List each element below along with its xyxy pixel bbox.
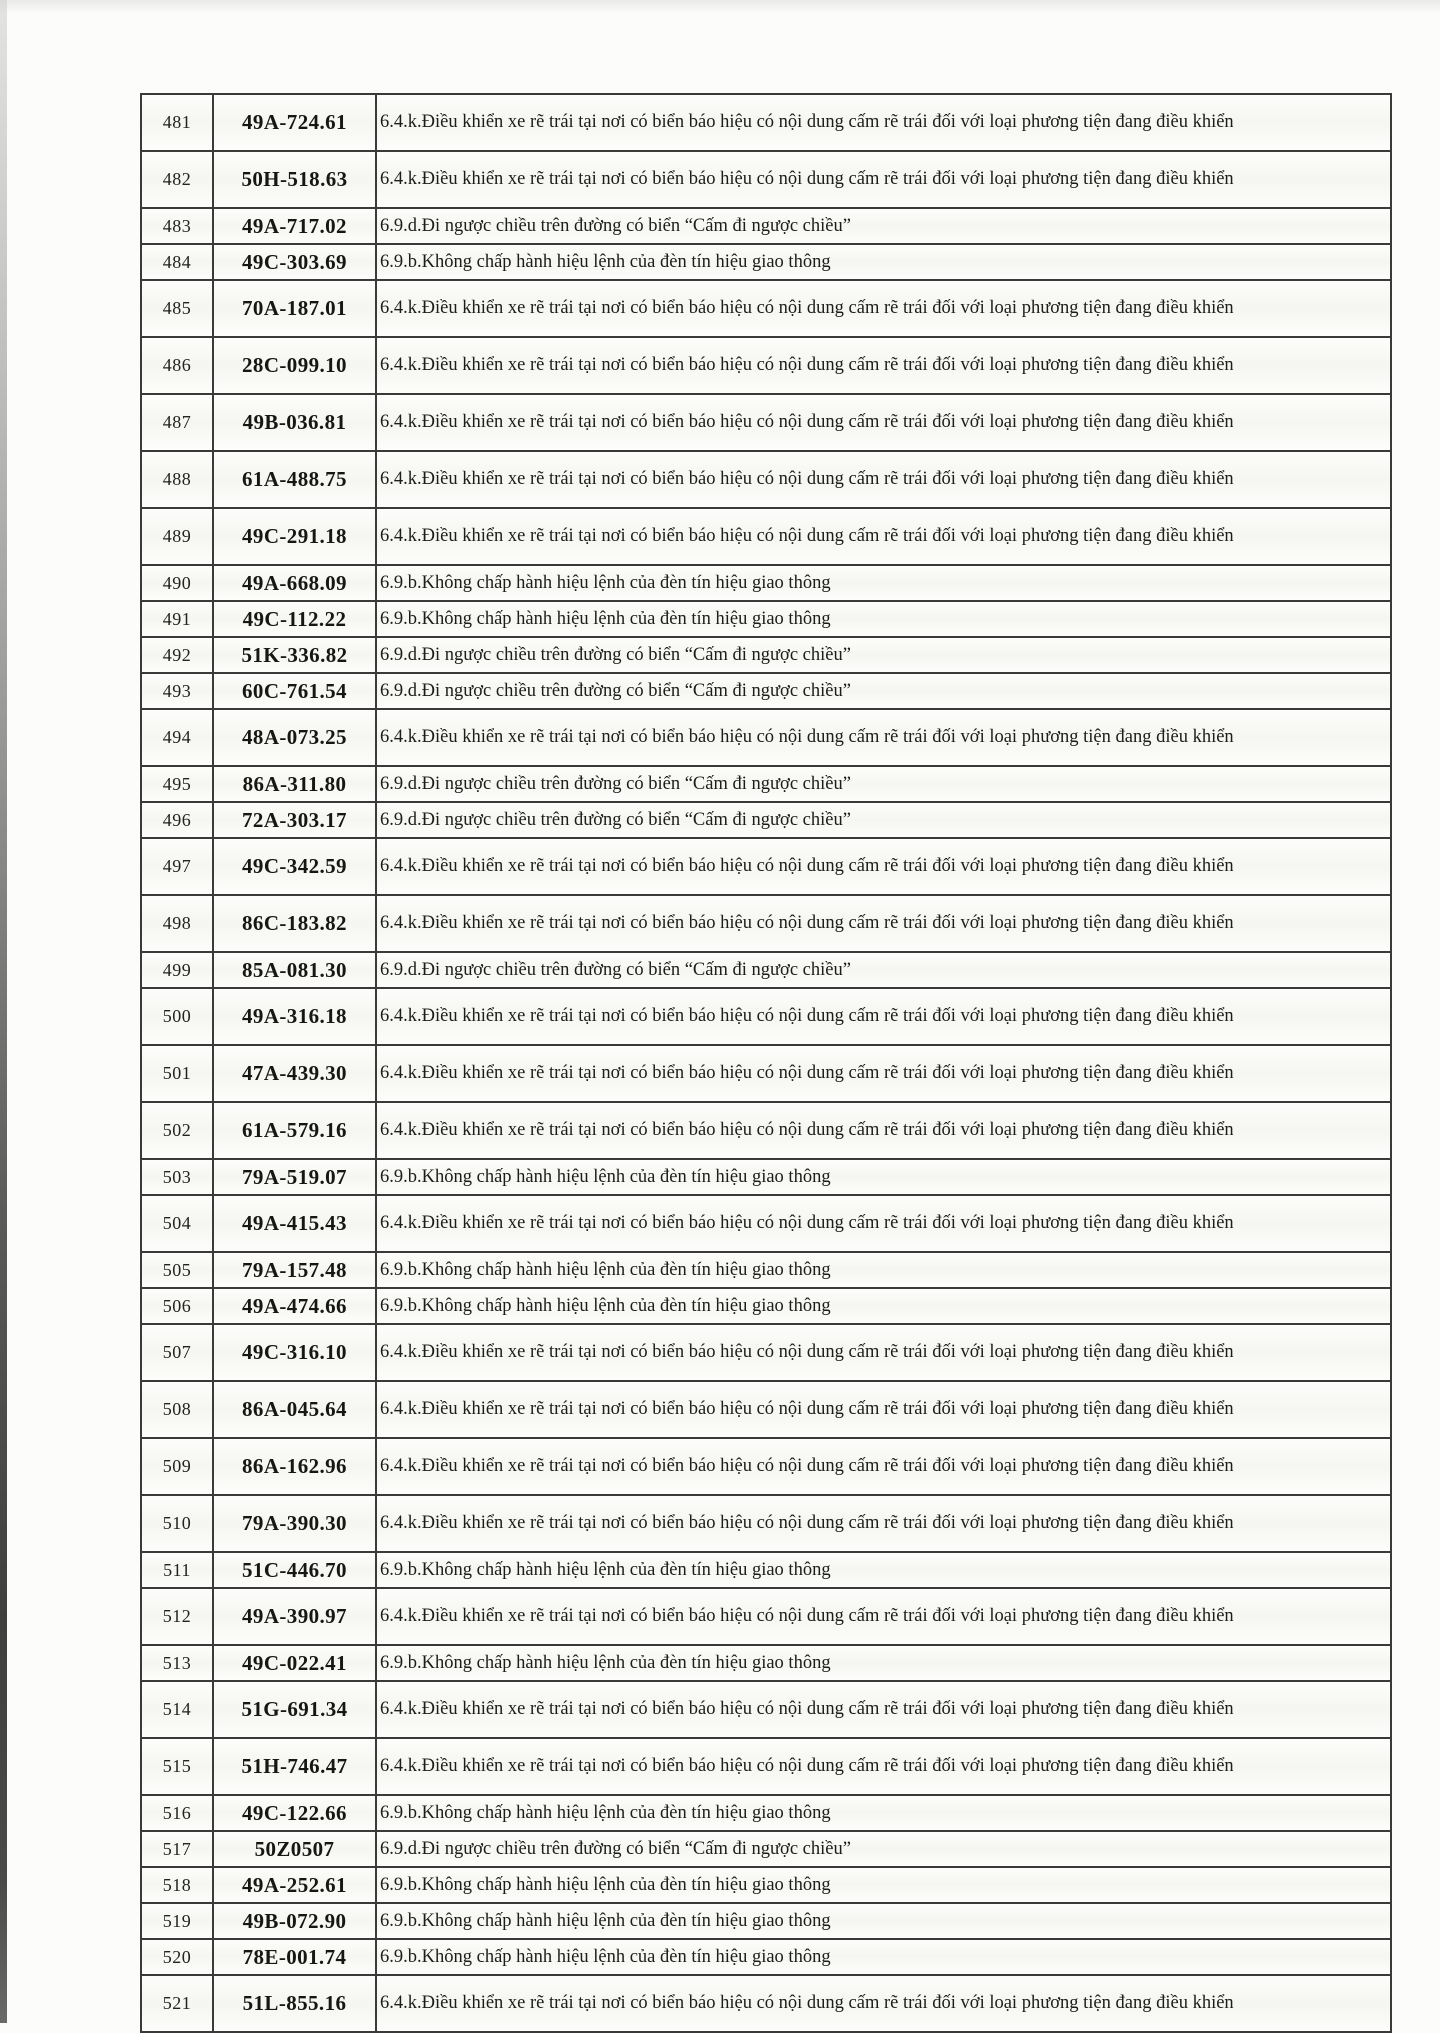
row-number-cell: 494: [141, 709, 213, 766]
table-row: [141, 709, 1391, 766]
row-number-cell: 496: [141, 802, 213, 838]
row-number-cell: 484: [141, 244, 213, 280]
row-number-cell: 488: [141, 451, 213, 508]
table-row: [141, 244, 1391, 280]
violation-description-cell: 6.4.k.Điều khiển xe rẽ trái tại nơi có biển báo hiệu có nội dung cấm rẽ trái đối với loại phương tiện đang điều khiển: [376, 1495, 1391, 1552]
row-number-cell: 500: [141, 988, 213, 1045]
violation-description-cell: 6.4.k.Điều khiển xe rẽ trái tại nơi có biển báo hiệu có nội dung cấm rẽ trái đối với loại phương tiện đang điều khiển: [376, 1738, 1391, 1795]
row-number-cell: 497: [141, 838, 213, 895]
row-number-cell: 503: [141, 1159, 213, 1195]
license-plate-cell: 50H-518.63: [213, 151, 376, 208]
license-plate-cell: 49C-316.10: [213, 1324, 376, 1381]
table-row: [141, 1867, 1391, 1903]
row-number-cell: 521: [141, 1975, 213, 2032]
license-plate-cell: 79A-519.07: [213, 1159, 376, 1195]
table-row: [141, 1939, 1391, 1975]
row-number-cell: 509: [141, 1438, 213, 1495]
row-number-cell: 498: [141, 895, 213, 952]
row-number-cell: 506: [141, 1288, 213, 1324]
violation-description-cell: 6.4.k.Điều khiển xe rẽ trái tại nơi có biển báo hiệu có nội dung cấm rẽ trái đối với loại phương tiện đang điều khiển: [376, 337, 1391, 394]
table-row: [141, 1495, 1391, 1552]
row-number-cell: 510: [141, 1495, 213, 1552]
table-row: [141, 1252, 1391, 1288]
row-number-cell: 504: [141, 1195, 213, 1252]
table-row: [141, 1738, 1391, 1795]
table-row: [141, 895, 1391, 952]
violation-description-cell: 6.4.k.Điều khiển xe rẽ trái tại nơi có biển báo hiệu có nội dung cấm rẽ trái đối với loại phương tiện đang điều khiển: [376, 1195, 1391, 1252]
license-plate-cell: 86C-183.82: [213, 895, 376, 952]
violation-description-cell: 6.4.k.Điều khiển xe rẽ trái tại nơi có biển báo hiệu có nội dung cấm rẽ trái đối với loại phương tiện đang điều khiển: [376, 1324, 1391, 1381]
license-plate-cell: 51C-446.70: [213, 1552, 376, 1588]
table-row: [141, 1903, 1391, 1939]
table-row: [141, 337, 1391, 394]
license-plate-cell: 49A-316.18: [213, 988, 376, 1045]
row-number-cell: 499: [141, 952, 213, 988]
row-number-cell: 515: [141, 1738, 213, 1795]
violation-description-cell: 6.9.b.Không chấp hành hiệu lệnh của đèn tín hiệu giao thông: [376, 565, 1391, 601]
table-row: [141, 1831, 1391, 1867]
license-plate-cell: 49A-390.97: [213, 1588, 376, 1645]
license-plate-cell: 70A-187.01: [213, 280, 376, 337]
violation-description-cell: 6.4.k.Điều khiển xe rẽ trái tại nơi có biển báo hiệu có nội dung cấm rẽ trái đối với loại phương tiện đang điều khiển: [376, 1438, 1391, 1495]
row-number-cell: 489: [141, 508, 213, 565]
row-number-cell: 495: [141, 766, 213, 802]
scanner-edge-artifact: [0, 0, 7, 2023]
license-plate-cell: 60C-761.54: [213, 673, 376, 709]
license-plate-cell: 48A-073.25: [213, 709, 376, 766]
license-plate-cell: 51L-855.16: [213, 1975, 376, 2032]
license-plate-cell: 49A-668.09: [213, 565, 376, 601]
license-plate-cell: 51K-336.82: [213, 637, 376, 673]
violation-description-cell: 6.9.b.Không chấp hành hiệu lệnh của đèn tín hiệu giao thông: [376, 1552, 1391, 1588]
table-row: [141, 766, 1391, 802]
license-plate-cell: 49A-474.66: [213, 1288, 376, 1324]
license-plate-cell: 78E-001.74: [213, 1939, 376, 1975]
violation-description-cell: 6.4.k.Điều khiển xe rẽ trái tại nơi có biển báo hiệu có nội dung cấm rẽ trái đối với loại phương tiện đang điều khiển: [376, 1045, 1391, 1102]
table-row: [141, 208, 1391, 244]
row-number-cell: 481: [141, 94, 213, 151]
row-number-cell: 516: [141, 1795, 213, 1831]
license-plate-cell: 51G-691.34: [213, 1681, 376, 1738]
violations-table: [140, 93, 1392, 2033]
violation-description-cell: 6.9.b.Không chấp hành hiệu lệnh của đèn tín hiệu giao thông: [376, 1645, 1391, 1681]
table-row: [141, 1045, 1391, 1102]
row-number-cell: 508: [141, 1381, 213, 1438]
row-number-cell: 490: [141, 565, 213, 601]
license-plate-cell: 28C-099.10: [213, 337, 376, 394]
row-number-cell: 493: [141, 673, 213, 709]
violation-description-cell: 6.4.k.Điều khiển xe rẽ trái tại nơi có biển báo hiệu có nội dung cấm rẽ trái đối với loại phương tiện đang điều khiển: [376, 838, 1391, 895]
violations-table-body: [141, 94, 1391, 2032]
table-row: [141, 988, 1391, 1045]
license-plate-cell: 49B-036.81: [213, 394, 376, 451]
table-row: [141, 94, 1391, 151]
table-row: [141, 1681, 1391, 1738]
violation-description-cell: 6.9.d.Đi ngược chiều trên đường có biển “Cấm đi ngược chiều”: [376, 952, 1391, 988]
violation-description-cell: 6.4.k.Điều khiển xe rẽ trái tại nơi có biển báo hiệu có nội dung cấm rẽ trái đối với loại phương tiện đang điều khiển: [376, 895, 1391, 952]
row-number-cell: 517: [141, 1831, 213, 1867]
violation-description-cell: 6.9.b.Không chấp hành hiệu lệnh của đèn tín hiệu giao thông: [376, 1903, 1391, 1939]
violation-description-cell: 6.4.k.Điều khiển xe rẽ trái tại nơi có biển báo hiệu có nội dung cấm rẽ trái đối với loại phương tiện đang điều khiển: [376, 151, 1391, 208]
row-number-cell: 502: [141, 1102, 213, 1159]
table-row: [141, 1195, 1391, 1252]
license-plate-cell: 49C-303.69: [213, 244, 376, 280]
table-row: [141, 1381, 1391, 1438]
license-plate-cell: 61A-488.75: [213, 451, 376, 508]
table-row: [141, 280, 1391, 337]
violation-description-cell: 6.4.k.Điều khiển xe rẽ trái tại nơi có biển báo hiệu có nội dung cấm rẽ trái đối với loại phương tiện đang điều khiển: [376, 508, 1391, 565]
table-row: [141, 1438, 1391, 1495]
violation-description-cell: 6.9.b.Không chấp hành hiệu lệnh của đèn tín hiệu giao thông: [376, 1288, 1391, 1324]
row-number-cell: 507: [141, 1324, 213, 1381]
violation-description-cell: 6.4.k.Điều khiển xe rẽ trái tại nơi có biển báo hiệu có nội dung cấm rẽ trái đối với loại phương tiện đang điều khiển: [376, 1102, 1391, 1159]
row-number-cell: 492: [141, 637, 213, 673]
violation-description-cell: 6.4.k.Điều khiển xe rẽ trái tại nơi có biển báo hiệu có nội dung cấm rẽ trái đối với loại phương tiện đang điều khiển: [376, 988, 1391, 1045]
table-row: [141, 394, 1391, 451]
license-plate-cell: 49C-342.59: [213, 838, 376, 895]
license-plate-cell: 49C-122.66: [213, 1795, 376, 1831]
violation-description-cell: 6.9.b.Không chấp hành hiệu lệnh của đèn tín hiệu giao thông: [376, 244, 1391, 280]
violation-description-cell: 6.9.d.Đi ngược chiều trên đường có biển “Cấm đi ngược chiều”: [376, 1831, 1391, 1867]
violation-description-cell: 6.4.k.Điều khiển xe rẽ trái tại nơi có biển báo hiệu có nội dung cấm rẽ trái đối với loại phương tiện đang điều khiển: [376, 280, 1391, 337]
row-number-cell: 485: [141, 280, 213, 337]
row-number-cell: 482: [141, 151, 213, 208]
row-number-cell: 518: [141, 1867, 213, 1903]
row-number-cell: 511: [141, 1552, 213, 1588]
license-plate-cell: 85A-081.30: [213, 952, 376, 988]
license-plate-cell: 49C-112.22: [213, 601, 376, 637]
row-number-cell: 483: [141, 208, 213, 244]
table-row: [141, 952, 1391, 988]
table-row: [141, 1975, 1391, 2032]
row-number-cell: 514: [141, 1681, 213, 1738]
license-plate-cell: 47A-439.30: [213, 1045, 376, 1102]
scanner-top-shading: [0, 0, 1440, 14]
row-number-cell: 505: [141, 1252, 213, 1288]
violation-description-cell: 6.4.k.Điều khiển xe rẽ trái tại nơi có biển báo hiệu có nội dung cấm rẽ trái đối với loại phương tiện đang điều khiển: [376, 709, 1391, 766]
license-plate-cell: 86A-162.96: [213, 1438, 376, 1495]
table-row: [141, 601, 1391, 637]
table-row: [141, 565, 1391, 601]
table-row: [141, 1645, 1391, 1681]
table-row: [141, 508, 1391, 565]
table-row: [141, 802, 1391, 838]
table-row: [141, 673, 1391, 709]
license-plate-cell: 50Z0507: [213, 1831, 376, 1867]
row-number-cell: 501: [141, 1045, 213, 1102]
violation-description-cell: 6.4.k.Điều khiển xe rẽ trái tại nơi có biển báo hiệu có nội dung cấm rẽ trái đối với loại phương tiện đang điều khiển: [376, 1975, 1391, 2032]
violation-description-cell: 6.9.d.Đi ngược chiều trên đường có biển “Cấm đi ngược chiều”: [376, 673, 1391, 709]
license-plate-cell: 61A-579.16: [213, 1102, 376, 1159]
violation-description-cell: 6.4.k.Điều khiển xe rẽ trái tại nơi có biển báo hiệu có nội dung cấm rẽ trái đối với loại phương tiện đang điều khiển: [376, 1381, 1391, 1438]
license-plate-cell: 79A-157.48: [213, 1252, 376, 1288]
violation-description-cell: 6.4.k.Điều khiển xe rẽ trái tại nơi có biển báo hiệu có nội dung cấm rẽ trái đối với loại phương tiện đang điều khiển: [376, 94, 1391, 151]
violation-description-cell: 6.9.d.Đi ngược chiều trên đường có biển “Cấm đi ngược chiều”: [376, 637, 1391, 673]
violation-description-cell: 6.9.d.Đi ngược chiều trên đường có biển “Cấm đi ngược chiều”: [376, 802, 1391, 838]
violation-description-cell: 6.4.k.Điều khiển xe rẽ trái tại nơi có biển báo hiệu có nội dung cấm rẽ trái đối với loại phương tiện đang điều khiển: [376, 394, 1391, 451]
license-plate-cell: 49A-252.61: [213, 1867, 376, 1903]
license-plate-cell: 49A-724.61: [213, 94, 376, 151]
row-number-cell: 520: [141, 1939, 213, 1975]
table-row: [141, 1288, 1391, 1324]
violation-description-cell: 6.9.d.Đi ngược chiều trên đường có biển “Cấm đi ngược chiều”: [376, 208, 1391, 244]
table-row: [141, 451, 1391, 508]
row-number-cell: 486: [141, 337, 213, 394]
violation-description-cell: 6.9.b.Không chấp hành hiệu lệnh của đèn tín hiệu giao thông: [376, 601, 1391, 637]
table-row: [141, 1102, 1391, 1159]
license-plate-cell: 49B-072.90: [213, 1903, 376, 1939]
violation-description-cell: 6.9.b.Không chấp hành hiệu lệnh của đèn tín hiệu giao thông: [376, 1252, 1391, 1288]
license-plate-cell: 86A-045.64: [213, 1381, 376, 1438]
violation-description-cell: 6.9.b.Không chấp hành hiệu lệnh của đèn tín hiệu giao thông: [376, 1795, 1391, 1831]
violation-description-cell: 6.9.b.Không chấp hành hiệu lệnh của đèn tín hiệu giao thông: [376, 1867, 1391, 1903]
table-row: [141, 1552, 1391, 1588]
row-number-cell: 491: [141, 601, 213, 637]
license-plate-cell: 51H-746.47: [213, 1738, 376, 1795]
license-plate-cell: 72A-303.17: [213, 802, 376, 838]
violation-description-cell: 6.4.k.Điều khiển xe rẽ trái tại nơi có biển báo hiệu có nội dung cấm rẽ trái đối với loại phương tiện đang điều khiển: [376, 451, 1391, 508]
violation-description-cell: 6.4.k.Điều khiển xe rẽ trái tại nơi có biển báo hiệu có nội dung cấm rẽ trái đối với loại phương tiện đang điều khiển: [376, 1681, 1391, 1738]
violation-description-cell: 6.9.d.Đi ngược chiều trên đường có biển “Cấm đi ngược chiều”: [376, 766, 1391, 802]
table-row: [141, 1324, 1391, 1381]
license-plate-cell: 49C-291.18: [213, 508, 376, 565]
table-row: [141, 838, 1391, 895]
violation-description-cell: 6.4.k.Điều khiển xe rẽ trái tại nơi có biển báo hiệu có nội dung cấm rẽ trái đối với loại phương tiện đang điều khiển: [376, 1588, 1391, 1645]
license-plate-cell: 79A-390.30: [213, 1495, 376, 1552]
row-number-cell: 512: [141, 1588, 213, 1645]
table-row: [141, 1795, 1391, 1831]
license-plate-cell: 49A-717.02: [213, 208, 376, 244]
table-row: [141, 151, 1391, 208]
violation-description-cell: 6.9.b.Không chấp hành hiệu lệnh của đèn tín hiệu giao thông: [376, 1159, 1391, 1195]
violation-description-cell: 6.9.b.Không chấp hành hiệu lệnh của đèn tín hiệu giao thông: [376, 1939, 1391, 1975]
table-row: [141, 637, 1391, 673]
row-number-cell: 519: [141, 1903, 213, 1939]
table-row: [141, 1159, 1391, 1195]
license-plate-cell: 49C-022.41: [213, 1645, 376, 1681]
table-row: [141, 1588, 1391, 1645]
license-plate-cell: 49A-415.43: [213, 1195, 376, 1252]
row-number-cell: 487: [141, 394, 213, 451]
license-plate-cell: 86A-311.80: [213, 766, 376, 802]
row-number-cell: 513: [141, 1645, 213, 1681]
